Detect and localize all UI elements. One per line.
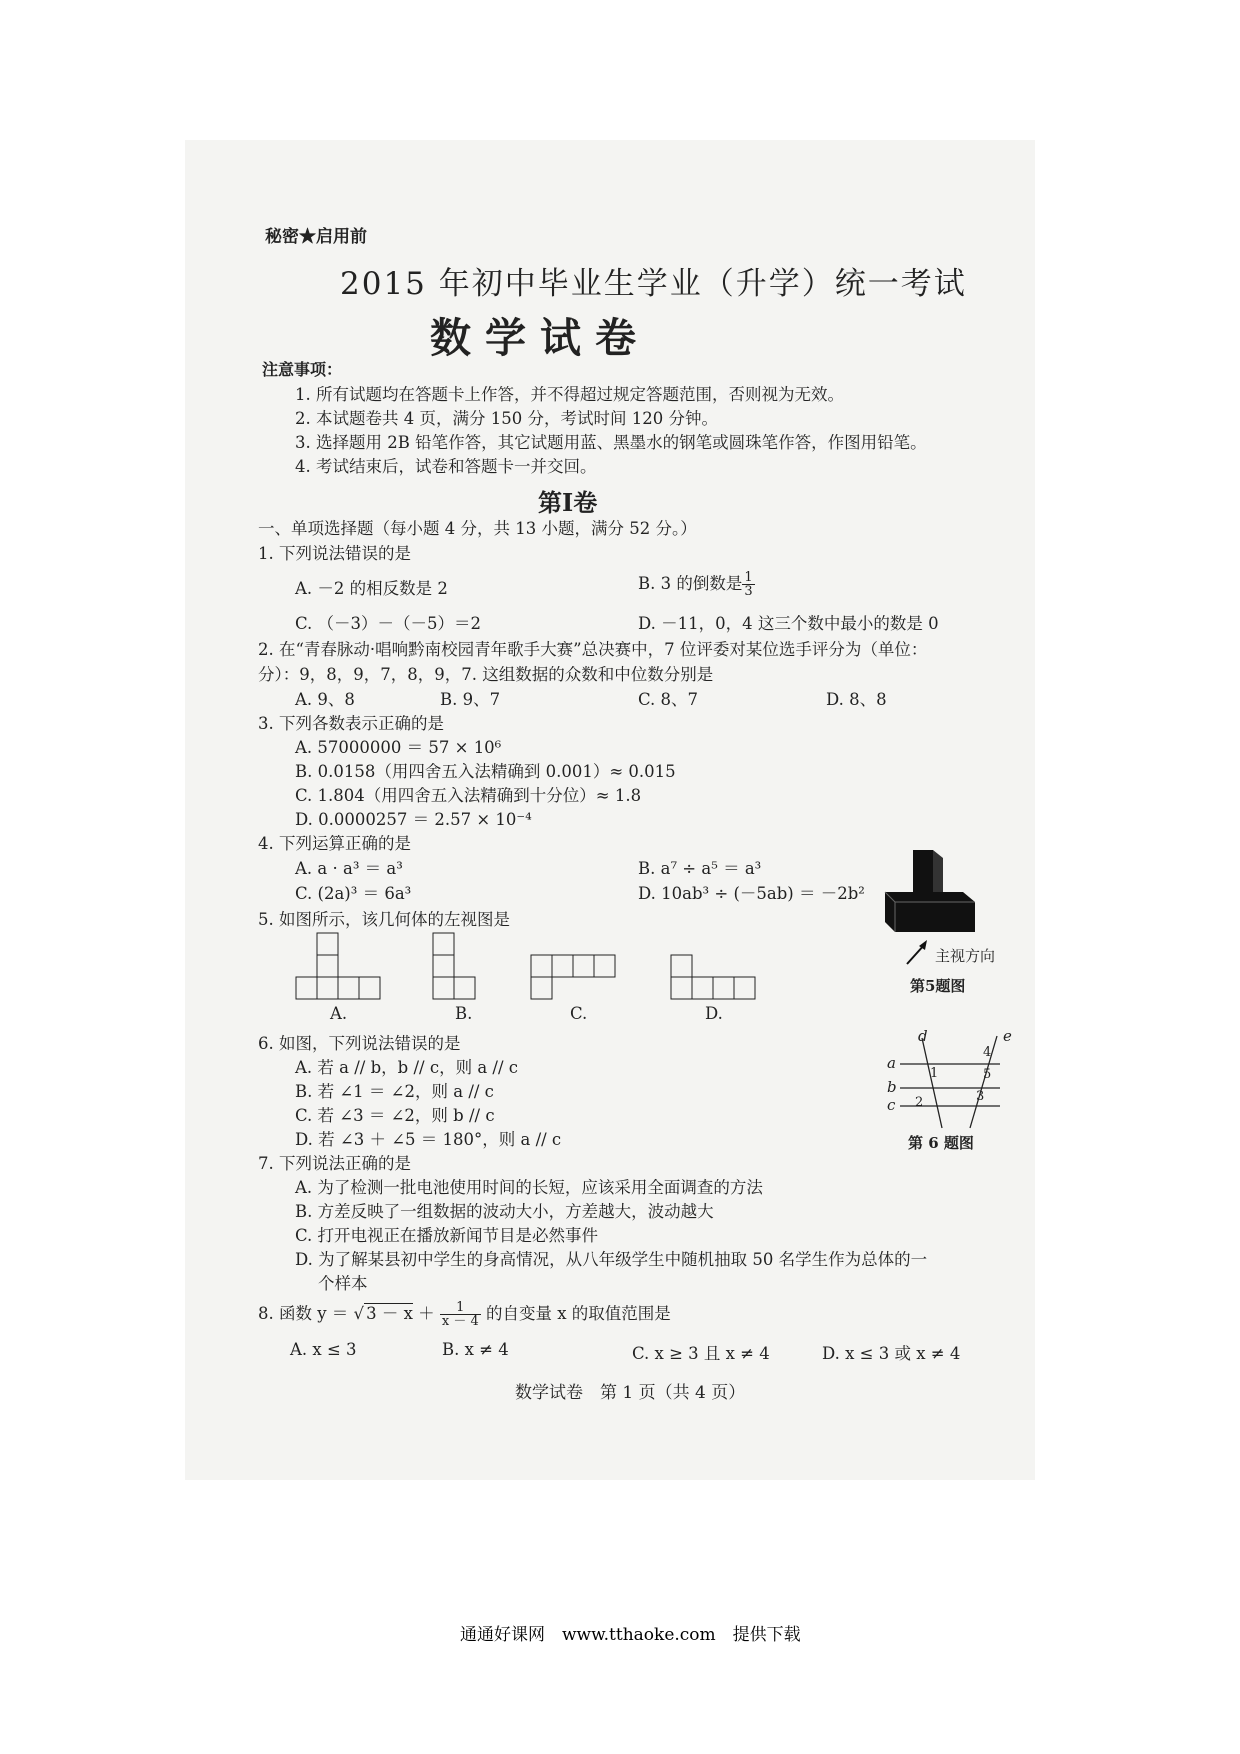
option-a: A. a · a³ ＝ a³ <box>295 859 403 878</box>
q5-option-b-view <box>430 933 480 1001</box>
sqrt-expression: 3 － x <box>366 1304 413 1323</box>
line-label-a: a <box>887 1054 896 1072</box>
option-b-label: B. <box>455 1004 473 1023</box>
question-stem: 6. 如图，下列说法错误的是 <box>258 1034 461 1053</box>
fraction: $\frac{1}{3}$ <box>744 570 753 599</box>
option-b: B. 方差反映了一组数据的波动大小，方差越大，波动越大 <box>295 1202 714 1221</box>
figure-caption: 第5题图 <box>910 977 966 995</box>
question-stem: 1. 下列说法错误的是 <box>258 544 411 563</box>
line-label-e: e <box>1003 1027 1012 1045</box>
question-stem: 8. 函数 y ＝ √ 3 － x ＋ $\frac{1}{x - 4}$ 的自变量 x 的取值范围是 <box>258 1300 671 1329</box>
part-heading: 一、单项选择题（每小题 4 分，共 13 小题，满分 52 分。） <box>258 519 697 538</box>
option-d: D. 10ab³ ÷ (－5ab) ＝ －2b² <box>638 884 865 903</box>
notice-item: 1. 所有试题均在答题卡上作答，并不得超过规定答题范围，否则视为无效。 <box>295 385 844 404</box>
option-d: D. 为了解某县初中学生的身高情况，从八年级学生中随机抽取 50 名学生作为总体的一 <box>295 1250 928 1269</box>
page-footer: 数学试卷 第 1 页（共 4 页） <box>515 1383 746 1403</box>
angle-label-2: 2 <box>915 1095 924 1110</box>
line-label-b: b <box>887 1078 897 1096</box>
question-stem: 7. 下列说法正确的是 <box>258 1154 411 1173</box>
angle-label-1: 1 <box>930 1066 939 1081</box>
option-b: B. 9、7 <box>440 690 501 709</box>
option-a: A. 为了检测一批电池使用时间的长短，应该采用全面调查的方法 <box>295 1178 763 1197</box>
line-label-d: d <box>918 1027 928 1045</box>
option-a: A. 9、8 <box>295 690 355 709</box>
option-a-label: A. <box>330 1004 348 1023</box>
angle-label-3: 3 <box>976 1089 985 1104</box>
option-b: B. x ≠ 4 <box>442 1340 509 1359</box>
section-title: 第Ⅰ卷 <box>538 488 598 517</box>
angle-label-5: 5 <box>983 1067 992 1082</box>
option-a: A. 57000000 ＝ 57 × 10⁶ <box>295 738 502 757</box>
notice-item: 2. 本试题卷共 4 页，满分 150 分，考试时间 120 分钟。 <box>295 409 718 428</box>
option-a: A. －2 的相反数是 2 <box>295 579 448 598</box>
option-b: B. 3 的倒数是 $\frac{1}{3}$ <box>638 570 753 599</box>
option-b: B. a⁷ ÷ a⁵ ＝ a³ <box>638 859 762 878</box>
exam-title: 2015 年初中毕业生学业（升学）统一考试 <box>340 266 967 302</box>
option-c: C. （－3）－（－5）＝2 <box>295 614 482 633</box>
option-d: D. 8、8 <box>826 690 887 709</box>
q5-option-c-view <box>528 955 618 1001</box>
figure-caption: 第 6 题图 <box>908 1134 974 1152</box>
option-d-cont: 个样本 <box>318 1274 368 1293</box>
option-d: D. x ≤ 3 或 x ≠ 4 <box>822 1344 961 1363</box>
option-d: D. 0.0000257 ＝ 2.57 × 10⁻⁴ <box>295 810 532 829</box>
option-c: C. x ≥ 3 且 x ≠ 4 <box>632 1344 770 1363</box>
notice-item: 3. 选择题用 2B 铅笔作答，其它试题用蓝、黑墨水的钢笔或圆珠笔作答，作图用铅笔。 <box>295 433 927 452</box>
option-c: C. 1.804（用四舍五入法精确到十分位）≈ 1.8 <box>295 786 642 805</box>
view-direction-label: 主视方向 <box>935 947 996 965</box>
option-b: B. 0.0158（用四舍五入法精确到 0.001）≈ 0.015 <box>295 762 676 781</box>
question-stem: 4. 下列运算正确的是 <box>258 834 411 853</box>
question-stem: 2. 在“青春脉动·唱响黔南校园青年歌手大赛”总决赛中，7 位评委对某位选手评分为（单位： <box>258 640 928 659</box>
subject-title: 数学试卷 <box>430 314 650 362</box>
option-d: D. 若 ∠3 ＋ ∠5 ＝ 180°，则 a // c <box>295 1130 562 1149</box>
confidential-label: 秘密★启用前 <box>265 227 367 247</box>
option-c: C. (2a)³ ＝ 6a³ <box>295 884 412 903</box>
line-label-c: c <box>887 1096 896 1114</box>
notice-heading: 注意事项： <box>262 360 343 379</box>
angle-label-4: 4 <box>983 1045 992 1060</box>
option-b: B. 若 ∠1 ＝ ∠2，则 a // c <box>295 1082 494 1101</box>
q5-option-a-view <box>293 933 383 1001</box>
option-c: C. 打开电视正在播放新闻节目是必然事件 <box>295 1226 599 1245</box>
notice-item: 4. 考试结束后，试卷和答题卡一并交回。 <box>295 457 597 476</box>
option-c-label: C. <box>570 1004 588 1023</box>
fraction: $\frac{1}{x - 4}$ <box>441 1300 479 1329</box>
option-c: C. 若 ∠3 ＝ ∠2，则 b // c <box>295 1106 495 1125</box>
question-stem-cont: 分）：9，8，9，7，8，9，7. 这组数据的众数和中位数分别是 <box>258 665 714 684</box>
option-a: A. x ≤ 3 <box>290 1340 357 1359</box>
view-direction-arrow-icon <box>905 938 935 968</box>
question-stem: 5. 如图所示，该几何体的左视图是 <box>258 910 510 929</box>
option-a: A. 若 a // b，b // c，则 a // c <box>295 1058 518 1077</box>
q5-option-d-view <box>668 955 758 1001</box>
question-stem: 3. 下列各数表示正确的是 <box>258 714 444 733</box>
option-c: C. 8、7 <box>638 690 699 709</box>
option-d: D. －11，0，4 这三个数中最小的数是 0 <box>638 614 939 633</box>
option-d-label: D. <box>705 1004 723 1023</box>
site-footer: 通通好课网 www.tthaoke.com 提供下载 <box>460 1625 801 1645</box>
q5-solid-figure <box>885 850 1015 950</box>
